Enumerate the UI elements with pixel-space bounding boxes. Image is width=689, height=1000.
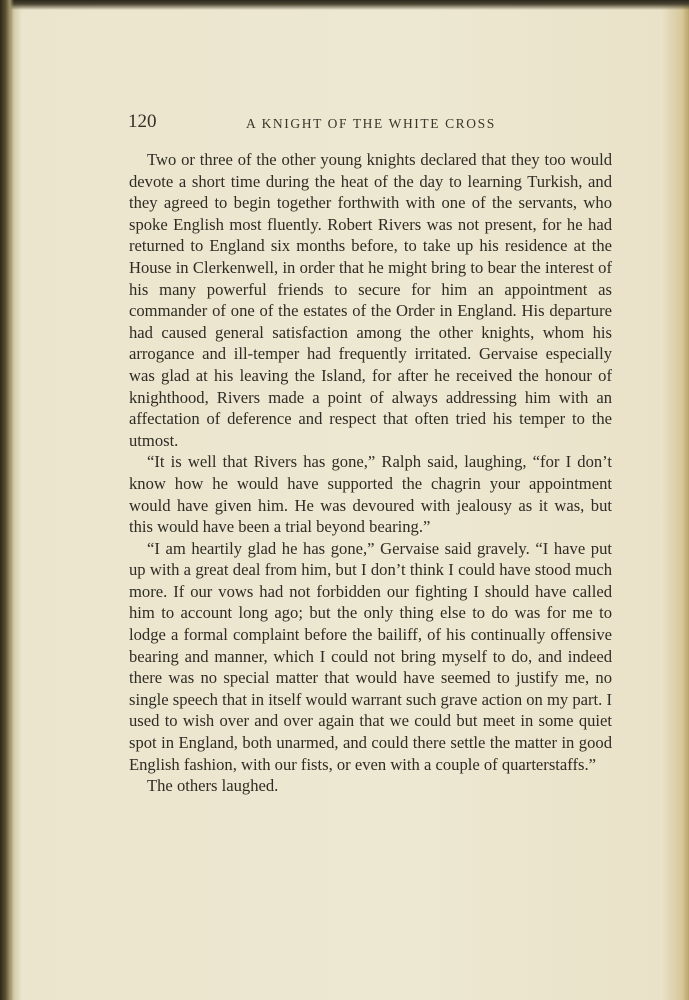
paragraph: “It is well that Rivers has gone,” Ralph said, laughing, “for I don’t know how he would have supported the chagrin your appointment would have given him. He was devoured with jealousy as it was, but this would have been a trial beyond bearing.”	[129, 452, 612, 537]
paragraph: The others laughed.	[147, 776, 279, 796]
binding-gutter	[0, 0, 14, 1000]
paragraph: “I am heartily glad he has gone,” Gervaise said gravely. “I have put up with a great deal from him, but I don’t think I could have stood much more. If our vows had not forbidden our fighting I should have called him to account long ago; but the only thing else to do was for me to lodge a formal complaint before the bailiff, of his continually offensive bearing and manner, which I could not bring myself to do, and indeed there was no special matter that would have seemed to justify me, no single speech that in itself would warrant such grave action on my part. I used to wish over and over again that we could but meet in some quiet spot in England, both unarmed, and could there settle the matter in good English fashion, with our fists, or even with a couple of quarterstaffs.”	[129, 538, 612, 774]
page-number: 120	[128, 111, 157, 132]
running-title: A KNIGHT OF THE WHITE CROSS	[246, 116, 496, 131]
body-text	[129, 149, 612, 797]
page-header	[128, 111, 612, 141]
page-top-shadow	[0, 0, 689, 10]
paragraph: Two or three of the other young knights declared that they too would devote a short time during the heat of the day to learning Turkish, and they agreed to begin together forthwith with one of the servants, who spoke English most fluently. Robert Rivers was not present, for he had returned to England six months before, to take up his residence at the House in Clerkenwell, in order that he might bring to bear the interest of his many powerful friends to secure for him an appointment as commander of one of the estates of the Order in England. His departure had caused general satisfaction among the other knights, whom his arrogance and ill-temper had frequently irritated. Gervaise especially was glad at his leaving the Island, for after he received the honour of knighthood, Rivers made a point of always addressing him with an affectation of deference and respect that often tried his temper to the utmost.	[129, 150, 612, 450]
